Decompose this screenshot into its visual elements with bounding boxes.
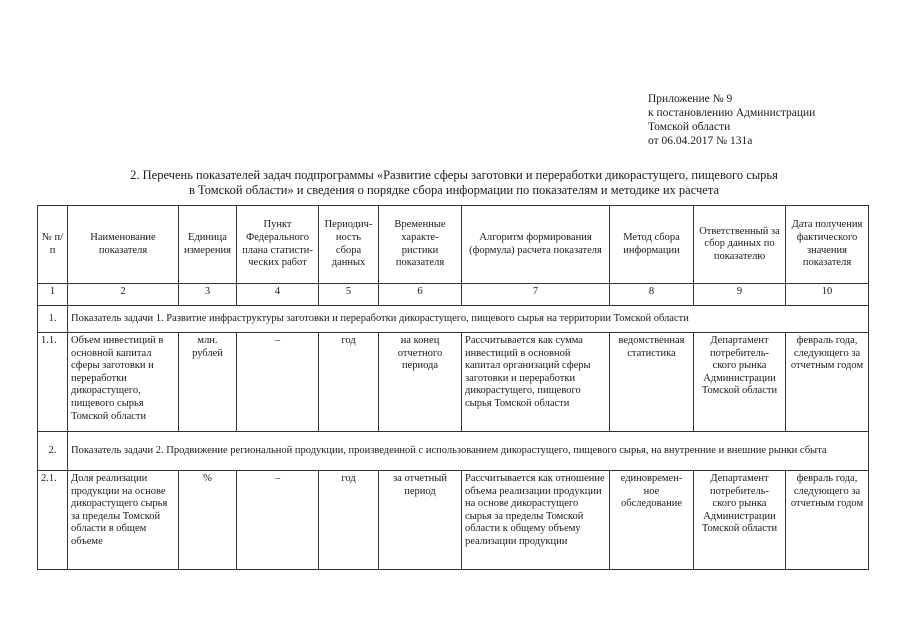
unit-cell: % <box>179 471 237 570</box>
responsible-cell: Департамент потребитель- ского рынка Администрации Томской области <box>694 471 786 570</box>
time-cell: на конец отчетного периода <box>379 333 462 432</box>
period-cell: год <box>319 333 379 432</box>
header-cell: Пункт Федерального плана статисти- ческих работ <box>237 206 319 284</box>
appendix-block <box>648 92 815 148</box>
method-cell: единовремен- ное обследование <box>610 471 694 570</box>
date-cell: февраль года, следующего за отчетным годом <box>786 471 869 570</box>
column-number-row <box>38 284 869 306</box>
table-header-row <box>38 206 869 284</box>
algorithm-cell: Рассчитывается как отношение объема реализации продукции на основе дикорастущего сырья за пределы Томской области к общему объему реализации продукции <box>462 471 610 570</box>
header-cell: Наименование показателя <box>68 206 179 284</box>
column-number: 1 <box>38 284 68 306</box>
plan-cell: – <box>237 471 319 570</box>
time-cell: за отчетный период <box>379 471 462 570</box>
column-number: 8 <box>610 284 694 306</box>
header-cell: Алгоритм формирования (формула) расчета показателя <box>462 206 610 284</box>
title-line: 2. Перечень показателей задач подпрограммы «Развитие сферы заготовки и переработки дикорастущего, пищевого сырья <box>130 168 778 182</box>
section-title: Показатель задачи 2. Продвижение региональной продукции, произведенной с использованием дикорастущего, пищевого сырья, на внутренние и внешние рынки сбыта <box>68 432 869 471</box>
header-cell: Дата получения фактического значения показателя <box>786 206 869 284</box>
section-number: 2. <box>38 432 68 471</box>
section-number: 1. <box>38 306 68 333</box>
section-row <box>38 306 869 333</box>
row-number: 1.1. <box>38 333 68 432</box>
column-number: 5 <box>319 284 379 306</box>
unit-cell: млн. рублей <box>179 333 237 432</box>
indicator-name: Объем инвестиций в основной капитал сферы заготовки и переработки дикорастущего, пищевого сырья Томской области <box>68 333 179 432</box>
algorithm-cell: Рассчитывается как сумма инвестиций в основной капитал организаций сферы заготовки и переработки дикорастущего, пищевого сырья Томской области <box>462 333 610 432</box>
indicator-name: Доля реализации продукции на основе дикорастущего сырья за пределы Томской области в общем объеме <box>68 471 179 570</box>
column-number: 10 <box>786 284 869 306</box>
column-number: 3 <box>179 284 237 306</box>
column-number: 7 <box>462 284 610 306</box>
appendix-line: от 06.04.2017 № 131а <box>648 135 753 147</box>
column-number: 6 <box>379 284 462 306</box>
table-row <box>38 471 869 570</box>
responsible-cell: Департамент потребитель- ского рынка Администрации Томской области <box>694 333 786 432</box>
header-cell: Единица измерения <box>179 206 237 284</box>
method-cell: ведомственная статистика <box>610 333 694 432</box>
period-cell: год <box>319 471 379 570</box>
table-row <box>38 333 869 432</box>
date-cell: февраль года, следующего за отчетным годом <box>786 333 869 432</box>
header-cell: Периодич- ность сбора данных <box>319 206 379 284</box>
section-row <box>38 432 869 471</box>
appendix-line: Приложение № 9 <box>648 93 733 105</box>
column-number: 9 <box>694 284 786 306</box>
appendix-line: Томской области <box>648 121 731 133</box>
header-cell: № п/п <box>38 206 68 284</box>
document-title <box>40 168 868 198</box>
header-cell: Ответственный за сбор данных по показателю <box>694 206 786 284</box>
section-title: Показатель задачи 1. Развитие инфраструктуры заготовки и переработки дикорастущего, пищевого сырья на территории Томской области <box>68 306 869 333</box>
header-cell: Временные характе- ристики показателя <box>379 206 462 284</box>
plan-cell: – <box>237 333 319 432</box>
indicators-table <box>37 205 869 570</box>
column-number: 2 <box>68 284 179 306</box>
header-cell: Метод сбора информации <box>610 206 694 284</box>
appendix-line: к постановлению Администрации <box>648 107 816 119</box>
row-number: 2.1. <box>38 471 68 570</box>
title-line: в Томской области» и сведения о порядке сбора информации по показателям и методике их расчета <box>188 183 720 197</box>
column-number: 4 <box>237 284 319 306</box>
